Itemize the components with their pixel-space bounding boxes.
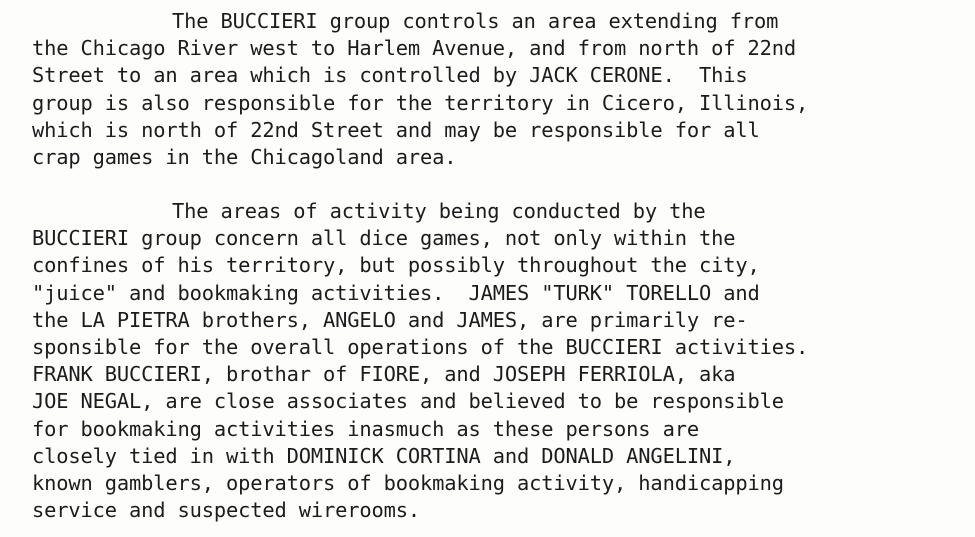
- text-line: crap games in the Chicagoland area.: [32, 145, 457, 170]
- text-line: closely tied in with DOMINICK CORTINA and DONALD ANGELINI,: [32, 443, 736, 468]
- text-line: which is north of 22nd Street and may be responsible for all: [32, 117, 760, 142]
- text-line: Street to an area which is controlled by JACK CERONE. This: [32, 63, 748, 88]
- text-line: FRANK BUCCIERI, brothar of FIORE, and JOSEPH FERRIOLA, aka: [32, 362, 736, 387]
- text-line: the LA PIETRA brothers, ANGELO and JAMES, are primarily re-: [32, 307, 748, 332]
- paragraph-buccieri-activities: [32, 198, 808, 524]
- text-line: sponsible for the overall operations of the BUCCIERI activities.: [32, 335, 809, 360]
- text-line: confines of his territory, but possibly throughout the city,: [32, 253, 760, 278]
- text-line: JOE NEGAL, are close associates and believed to be responsible: [32, 389, 784, 414]
- text-line: group is also responsible for the territory in Cicero, Illinois,: [32, 90, 809, 115]
- text-line: the Chicago River west to Harlem Avenue, and from north of 22nd: [32, 36, 796, 61]
- paragraph-buccieri-territory: [32, 8, 808, 171]
- text-line: The BUCCIERI group controls an area extending from: [172, 9, 779, 33]
- text-line: service and suspected wirerooms.: [32, 498, 421, 523]
- text-line: for bookmaking activities inasmuch as these persons are: [32, 416, 699, 441]
- text-line: known gamblers, operators of bookmaking activity, handicapping: [32, 471, 784, 496]
- text-line: "juice" and bookmaking activities. JAMES "TURK" TORELLO and: [32, 280, 760, 305]
- text-line: BUCCIERI group concern all dice games, not only within the: [32, 226, 736, 251]
- text-line: The areas of activity being conducted by the: [172, 199, 706, 223]
